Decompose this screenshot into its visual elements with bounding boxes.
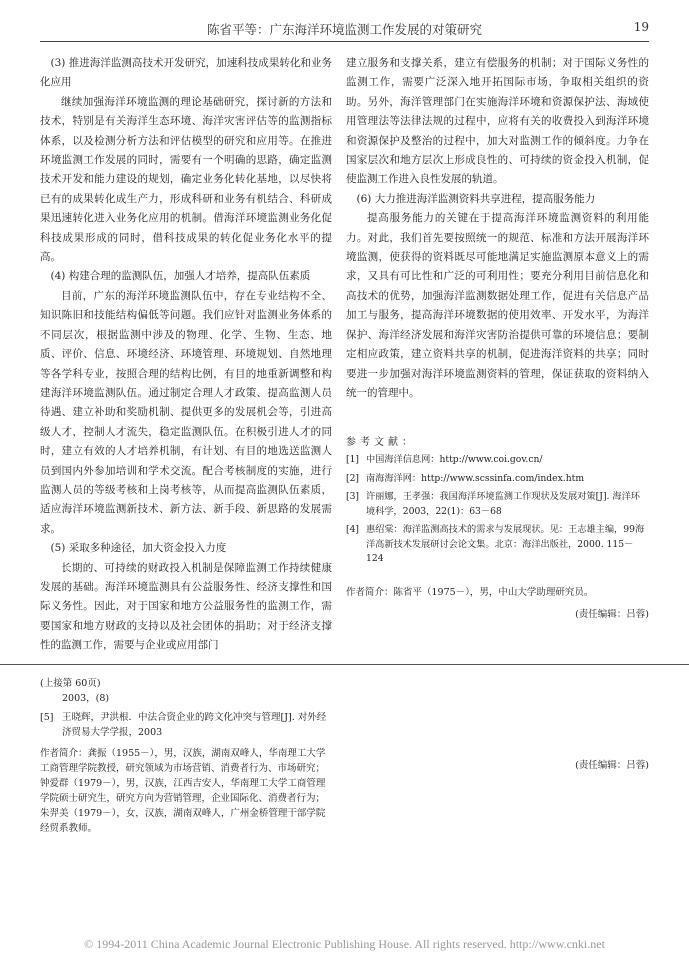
running-header-title: 陈省平等：广东海洋环境监测工作发展的对策研究 <box>206 22 482 37</box>
continuation-left <box>40 676 332 836</box>
reference-item <box>346 472 649 487</box>
page-number: 19 <box>633 20 649 34</box>
section-heading: (5) 采取多种途径，加大资金投入力度 <box>50 542 227 555</box>
body-paragraph: 目前，广东的海洋环境监测队伍中，存在专业结构不全、知识陈旧和技能结构偏低等问题。我们应针对监测业务体系的不同层次，根据监测中涉及的物理、化学、生物、生态、地质、评价、信息、环境经济、环境管理、环境规划、自然地理等各学科专业，按照合理的结构比例，有目的地重新调整和构建海洋环境监测队伍。通过制定合理人才政策、提高监测人员待遇、建立补助和奖励机制、提供更多的发展机会等，引进高级人才，控制人才流失，稳定监测队伍。在积极引进人才的同时，建立有效的人才培养机制，有计划、有目的地选送监测人员到国内外参加培训和学术交流。配合考核制度的实施，进行监测人员的等级考核和上岗考核等，从而提高监测队伍素质，适应海洋环境监测新技术、新方法、新手段、新思路的发展需求。 <box>40 289 332 535</box>
reference-text: 惠绍棠：海洋监测高技术的需求与发展现状。见：王志雄主编，99海洋高新技术发展研讨会论文集。北京：海洋出版社，2000. 115－124 <box>366 524 645 564</box>
reference-item <box>346 453 649 468</box>
continuation-first-line: 2003，(8) <box>62 693 110 704</box>
body-paragraph: 继续加强海洋环境监测的理论基础研究，探讨新的方法和技术，特别是有关海洋生态环境、海洋灾害评估等的监测指标体系，以及检测分析方法和评估模型的研究和应用等。在推进环境监测工作发展的同时，需要有一个明确的思路，确定监测技术开发和能力建设的规划，确定业务化转化基地，以尽快将已有的成果转化成生产力，形成科研和业务有机结合、科研成果迅速转化进入业务化应用的机制。借海洋环境监测业务化促科技成果形成的同时，借科技成果的转化促业务化水平的提高。 <box>40 95 332 264</box>
reference-number: [2] <box>346 472 360 484</box>
reference-number: [1] <box>346 454 360 465</box>
reference-text: 南海海洋网：http://www.scssinfa.com/index.htm <box>366 472 585 484</box>
continuation-author-note: 作者简介：龚振（1955－），男，汉族，湖南双峰人，华南理工大学工商管理学院教授，研究领域为市场营销、消费者行为、市场研究；钟爱群（1979－），男，汉族，江西吉安人，华南理工大学工商管理学院硕士研究生，研究方向为营销管理，企业国际化、消费者行为；朱羿美（1979－），女，汉族，湖南双峰人，广州金桥管理干部学院经贸系教师。 <box>40 748 326 834</box>
editor-note: (责任编辑：吕蓉) <box>575 609 649 620</box>
references-heading: 参考文献： <box>346 437 416 448</box>
body-paragraph: 提高服务能力的关键在于提高海洋环境监测资料的利用能力。对此，我们首先要按照统一的规范、标准和方法开展海洋环境监测，使获得的资料既尽可能地满足实施监测原本意义上的需求，又具有可比性和广泛的可利用性；要充分利用目前信息化和高技术的优势，加强海洋监测数据处理工作，促进有关信息产品加工与服务，提高海洋环境数据的使用效率、开发水平，为海洋保护、海洋经济发展和海洋灾害防治提供可靠的环境信息；要制定相应政策，建立资料共享的机制，促进海洋资料的共享；同时要进一步加强对海洋环境监测资料的管理，保证获取的资料纳入统一的管理中。 <box>346 212 649 399</box>
header-rule <box>40 41 649 42</box>
continuation-editor-note: (责任编辑：吕蓉) <box>575 760 649 771</box>
author-note: 作者简介：陈省平（1975－），男，中山大学助理研究员。 <box>346 587 594 598</box>
reference-text: 许丽娜，王孝强：我国海洋环境监测工作现状及发展对策[J]. 海洋环境科学，2003，22(1)：63－68 <box>366 491 640 517</box>
left-column <box>40 54 332 656</box>
body-paragraph: 建立服务和支撑关系，建立有偿服务的机制；对于国际义务性的监测工作，需要广泛深入地开拓国际市场，争取相关组织的资助。另外，海洋管理部门在实施海洋环境和资源保护法、海域使用管理法等法律法规的过程中，应将有关的收费投入到海洋环境和资源保护及整治的过程中，加大对监测工作的倾斜度。力争在国家层次和地方层次上形成良性的、可持续的资金投入机制，促使监测工作进入良性发展的轨道。 <box>346 57 649 186</box>
reference-number: [5] <box>40 712 54 723</box>
section-heading: (6) 大力推进海洋监测资料共享进程，提高服务能力 <box>356 192 596 205</box>
reference-item <box>40 710 332 740</box>
reference-number: [3] <box>346 491 360 502</box>
body-paragraph: 长期的、可持续的财政投入机制是保障监测工作持续健康发展的基础。海洋环境监测具有公益服务性、经济支撑性和国际义务性。因此，对于国家和地方公益服务性的监测工作，需要国家和地方财政的支持以及社会团体的捐助；对于经济支撑性的监测工作，需要与企业或应用部门 <box>40 561 332 652</box>
continuation-label: (上接第 60页) <box>40 678 101 689</box>
copyright-footer: © 1994-2011 China Academic Journal Electronic Publishing House. All rights reserved. http://www.cnki.net <box>84 937 605 951</box>
section-heading: (4) 构建合理的监测队伍，加强人才培养，提高队伍素质 <box>50 270 311 283</box>
references-list <box>346 453 649 571</box>
reference-text: 中国海洋信息网：http://www.coi.gov.cn/ <box>366 454 543 465</box>
right-column <box>346 54 649 403</box>
reference-number: [4] <box>346 524 360 535</box>
reference-item <box>346 490 649 519</box>
reference-item <box>346 523 649 567</box>
section-heading: (3) 推进海洋监测高技术开发研究，加速科技成果转化和业务化应用 <box>40 57 332 89</box>
section-separator <box>0 664 689 665</box>
reference-text: 王晓辉，尹洪根．中法合资企业的跨文化冲突与管理[J]. 对外经济贸易大学学报，2003 <box>62 712 327 738</box>
